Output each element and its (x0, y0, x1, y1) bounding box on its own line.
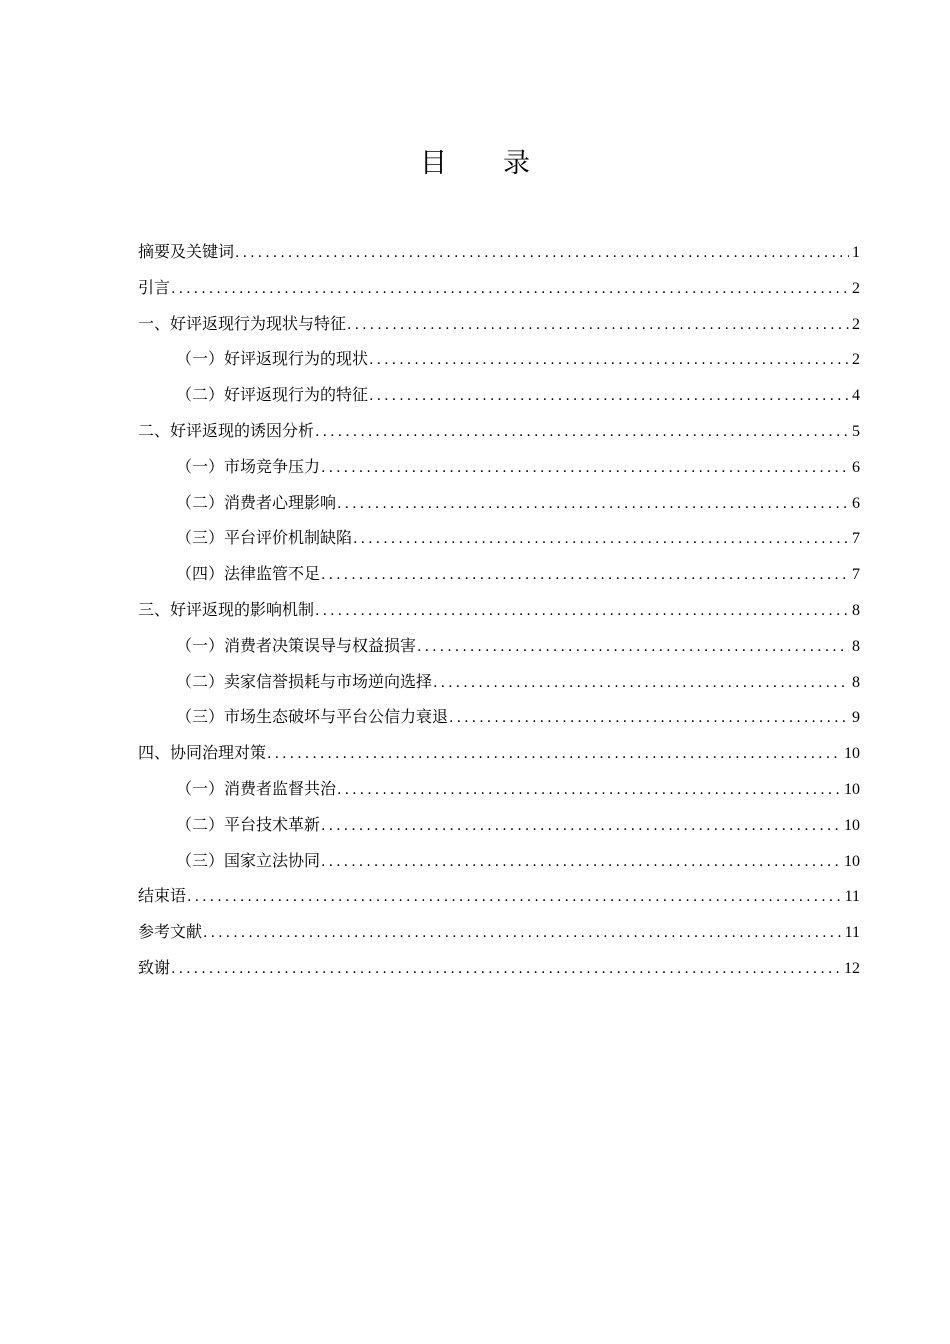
toc-entry-page: 6 (852, 458, 860, 476)
toc-entry-page: 2 (852, 279, 860, 297)
toc-leader-dots (321, 845, 841, 881)
toc-leader-dots (321, 558, 849, 594)
toc-entry-page: 7 (852, 530, 860, 548)
toc-entry-label: 结束语 (138, 886, 187, 906)
toc-entry-label: 摘要及关键词 (138, 242, 235, 261)
toc-subentry[interactable] (138, 520, 860, 556)
toc-entry[interactable] (138, 735, 860, 771)
toc-subentry[interactable] (138, 771, 860, 807)
toc-entry-page: 8 (852, 601, 860, 619)
toc-entry-label: （二）平台技术革新 (176, 814, 321, 834)
toc-entry-page: 5 (852, 422, 860, 440)
toc-entry[interactable] (138, 270, 860, 306)
table-of-contents (138, 234, 860, 986)
page-title (0, 146, 950, 182)
toc-subentry[interactable] (138, 449, 860, 485)
toc-entry-page: 7 (852, 566, 860, 584)
toc-entry-page: 11 (844, 924, 860, 942)
toc-leader-dots (353, 522, 849, 558)
toc-entry-label: 二、好评返现的诱因分析 (138, 420, 315, 440)
toc-subentry[interactable] (138, 341, 860, 377)
toc-subentry[interactable] (138, 628, 860, 664)
toc-leader-dots (235, 236, 849, 272)
toc-leader-dots (449, 701, 849, 737)
toc-entry-label: （三）国家立法协同 (176, 850, 321, 870)
toc-subentry[interactable] (138, 556, 860, 592)
toc-entry-label: 致谢 (138, 957, 171, 977)
toc-entry[interactable] (138, 950, 860, 986)
toc-leader-dots (171, 952, 841, 988)
toc-entry[interactable] (138, 592, 860, 628)
toc-leader-dots (187, 880, 842, 916)
toc-entry-page: 10 (844, 780, 860, 798)
toc-leader-dots (369, 379, 849, 415)
toc-entry-label: 四、协同治理对策 (138, 743, 267, 763)
toc-entry-label: （一）消费者决策误导与权益损害 (176, 635, 417, 655)
toc-entry-label: 三、好评返现的影响机制 (138, 599, 315, 619)
toc-entry-page: 12 (844, 959, 860, 977)
toc-entry-page: 11 (844, 888, 860, 906)
toc-subentry[interactable] (138, 377, 860, 413)
toc-entry-page: 8 (852, 637, 860, 655)
toc-leader-dots (433, 666, 849, 702)
toc-subentry[interactable] (138, 807, 860, 843)
toc-entry-label: （一）消费者监督共治 (176, 778, 337, 798)
toc-subentry[interactable] (138, 699, 860, 735)
toc-entry[interactable] (138, 413, 860, 449)
toc-entry-label: （三）平台评价机制缺陷 (176, 528, 353, 548)
title-char-second: 录 (503, 148, 530, 179)
toc-entry-page: 2 (852, 315, 860, 333)
toc-leader-dots (369, 343, 849, 379)
toc-entry-label: 引言 (138, 277, 171, 297)
toc-entry-label: （一）好评返现行为的现状 (176, 349, 369, 369)
toc-entry-label: （二）卖家信誉损耗与市场逆向选择 (176, 671, 433, 691)
toc-entry-label: （四）法律监管不足 (176, 564, 321, 584)
toc-entry[interactable] (138, 306, 860, 342)
toc-leader-dots (417, 630, 849, 666)
toc-entry-label: （三）市场生态破坏与平台公信力衰退 (176, 707, 449, 727)
toc-leader-dots (347, 308, 849, 344)
toc-entry-page: 9 (852, 709, 860, 727)
toc-entry-label: 一、好评返现行为现状与特征 (138, 313, 347, 333)
toc-entry-label: （二）好评返现行为的特征 (176, 385, 369, 405)
toc-entry-page: 10 (844, 816, 860, 834)
toc-leader-dots (337, 487, 849, 523)
toc-leader-dots (321, 809, 841, 845)
toc-subentry[interactable] (138, 843, 860, 879)
toc-entry-page: 10 (844, 852, 860, 870)
toc-leader-dots (321, 451, 849, 487)
toc-entry-page: 4 (852, 387, 860, 405)
title-char-first: 目 (420, 148, 447, 179)
toc-entry-page: 8 (852, 673, 860, 691)
toc-entry-page: 2 (852, 351, 860, 369)
toc-subentry[interactable] (138, 485, 860, 521)
toc-entry-page: 1 (852, 244, 860, 261)
toc-leader-dots (267, 737, 841, 773)
toc-leader-dots (337, 773, 841, 809)
toc-entry[interactable] (138, 878, 860, 914)
toc-entry-label: （一）市场竞争压力 (176, 456, 321, 476)
toc-entry-label: 参考文献 (138, 922, 203, 942)
toc-leader-dots (203, 916, 842, 952)
toc-entry[interactable] (138, 234, 860, 270)
toc-entry-page: 10 (844, 745, 860, 763)
toc-entry-label: （二）消费者心理影响 (176, 492, 337, 512)
toc-leader-dots (171, 272, 849, 308)
toc-entry[interactable] (138, 914, 860, 950)
toc-subentry[interactable] (138, 664, 860, 700)
toc-leader-dots (315, 594, 849, 630)
toc-leader-dots (315, 415, 849, 451)
toc-entry-page: 6 (852, 494, 860, 512)
